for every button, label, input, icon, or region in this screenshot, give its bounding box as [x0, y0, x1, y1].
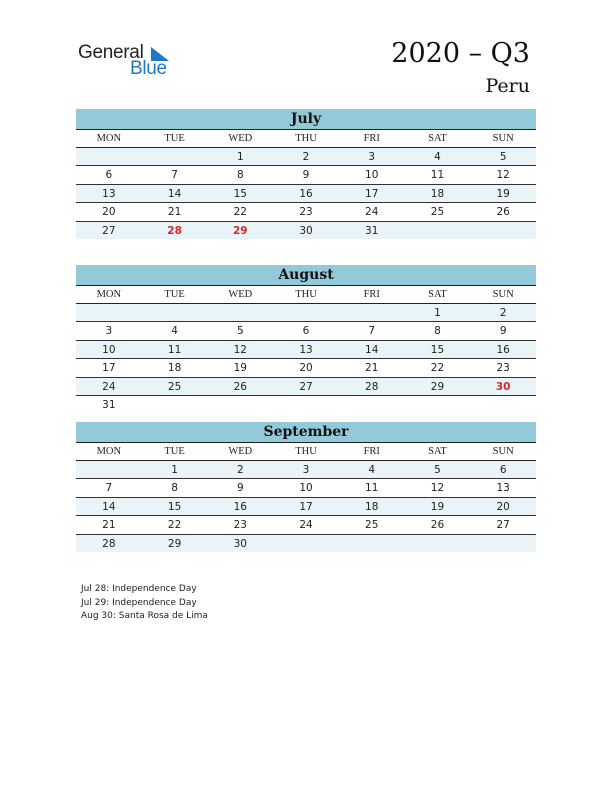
day-cell: 27 — [496, 519, 510, 532]
day-cell — [142, 396, 208, 413]
day-cell: 18 — [365, 500, 379, 513]
week-row — [76, 322, 536, 340]
day-cell — [142, 304, 208, 321]
day-cell: 23 — [299, 206, 313, 219]
week-row — [76, 479, 536, 497]
weekday-header-row — [76, 286, 536, 304]
day-cell: 15 — [233, 187, 247, 200]
day-cell: 8 — [236, 169, 244, 182]
holiday-note: Aug 30: Santa Rosa de Lima — [81, 611, 208, 621]
day-cell: 25 — [430, 206, 445, 219]
day-cell: 2 — [236, 464, 244, 476]
day-cell: 24 — [102, 380, 116, 393]
holiday-day-cell: 30 — [495, 380, 511, 393]
day-cell: 18 — [167, 362, 182, 375]
day-cell: 16 — [496, 343, 510, 356]
weekday-label: FRI — [363, 133, 380, 144]
weekday-label: TUE — [164, 446, 185, 457]
day-cell: 26 — [496, 206, 510, 219]
week-row — [76, 535, 536, 552]
day-cell: 8 — [434, 325, 441, 338]
day-cell: 6 — [105, 169, 113, 182]
week-row — [76, 148, 536, 166]
day-cell: 9 — [236, 482, 244, 495]
day-cell: 6 — [302, 325, 310, 338]
day-cell: 17 — [102, 362, 116, 375]
day-cell — [470, 535, 536, 552]
day-cell: 14 — [365, 343, 379, 356]
weekday-label: FRI — [363, 446, 380, 457]
weekday-label: SUN — [492, 133, 514, 144]
day-cell — [273, 535, 339, 552]
day-cell: 27 — [299, 380, 313, 393]
week-row — [76, 359, 536, 377]
day-cell: 30 — [233, 537, 247, 550]
day-cell: 22 — [167, 519, 182, 532]
day-cell: 18 — [430, 187, 445, 200]
day-cell: 16 — [299, 187, 313, 200]
day-cell: 11 — [365, 482, 379, 495]
day-cell: 24 — [299, 519, 313, 532]
day-cell — [273, 304, 339, 321]
day-cell — [76, 148, 142, 165]
day-cell: 2 — [499, 307, 507, 319]
day-cell: 21 — [102, 519, 116, 532]
day-cell: 11 — [430, 169, 445, 182]
day-cell: 9 — [499, 325, 507, 338]
weekday-label: MON — [96, 289, 122, 300]
weekday-label: WED — [228, 446, 253, 457]
week-row — [76, 461, 536, 479]
day-cell — [142, 148, 208, 165]
day-cell: 4 — [434, 151, 441, 163]
day-cell: 19 — [496, 187, 510, 200]
day-cell: 6 — [499, 464, 507, 476]
week-row — [76, 203, 536, 221]
week-row — [76, 378, 536, 396]
weekday-label: SAT — [428, 289, 447, 300]
holiday-day-cell: 29 — [232, 224, 248, 237]
day-cell: 14 — [102, 500, 116, 513]
week-row — [76, 166, 536, 184]
month-calendar-august — [76, 265, 536, 413]
day-cell: 15 — [430, 343, 445, 356]
day-cell: 1 — [236, 151, 244, 163]
day-cell — [207, 396, 273, 413]
weekday-label: TUE — [164, 289, 185, 300]
day-cell: 10 — [102, 343, 116, 356]
day-cell: 7 — [368, 325, 376, 338]
day-cell: 29 — [430, 380, 445, 393]
day-cell: 30 — [299, 224, 313, 237]
day-cell: 28 — [102, 537, 116, 550]
day-cell: 8 — [171, 482, 178, 495]
day-cell — [405, 396, 471, 413]
day-cell: 14 — [167, 187, 182, 200]
week-row — [76, 341, 536, 359]
day-cell — [470, 396, 536, 413]
day-cell: 7 — [105, 482, 113, 495]
day-cell: 28 — [365, 380, 379, 393]
day-cell: 22 — [430, 362, 445, 375]
day-cell: 1 — [171, 464, 178, 476]
day-cell: 12 — [430, 482, 445, 495]
page-title: 2020 – Q3 — [391, 38, 530, 69]
day-cell: 3 — [105, 325, 113, 338]
day-cell: 19 — [430, 500, 445, 513]
day-cell: 20 — [496, 500, 510, 513]
day-cell: 3 — [368, 151, 376, 163]
day-cell: 29 — [167, 537, 182, 550]
day-cell — [76, 461, 142, 478]
weekday-label: WED — [228, 289, 253, 300]
weekday-label: SAT — [428, 446, 447, 457]
holiday-day-cell: 28 — [167, 224, 182, 237]
weekday-header-row — [76, 130, 536, 148]
day-cell: 27 — [102, 224, 116, 237]
day-cell: 5 — [236, 325, 244, 338]
day-cell: 21 — [365, 362, 379, 375]
day-cell: 11 — [167, 343, 182, 356]
weekday-label: SUN — [492, 446, 514, 457]
day-cell: 23 — [233, 519, 247, 532]
holiday-note: Jul 28: Independence Day — [81, 584, 197, 594]
day-cell: 23 — [496, 362, 510, 375]
day-cell: 5 — [434, 464, 441, 476]
day-cell: 26 — [233, 380, 247, 393]
day-cell: 9 — [302, 169, 310, 182]
week-row — [76, 304, 536, 322]
weekday-label: THU — [295, 133, 317, 144]
day-cell: 21 — [167, 206, 182, 219]
day-cell: 2 — [302, 151, 310, 163]
month-calendar-july — [76, 109, 536, 239]
day-cell: 17 — [365, 187, 379, 200]
weekday-label: MON — [96, 133, 122, 144]
month-name: September — [76, 422, 536, 443]
day-cell — [76, 304, 142, 321]
day-cell — [405, 535, 471, 552]
day-cell: 19 — [233, 362, 247, 375]
day-cell: 12 — [233, 343, 247, 356]
week-row — [76, 222, 536, 239]
day-cell — [339, 535, 405, 552]
day-cell: 17 — [299, 500, 313, 513]
day-cell — [339, 304, 405, 321]
day-cell — [405, 222, 471, 239]
month-name: July — [76, 109, 536, 130]
week-row — [76, 516, 536, 534]
weekday-label: SUN — [492, 289, 514, 300]
day-cell: 25 — [167, 380, 182, 393]
day-cell: 13 — [299, 343, 313, 356]
day-cell: 4 — [171, 325, 178, 338]
day-cell: 25 — [365, 519, 379, 532]
holiday-notes — [81, 583, 208, 624]
day-cell: 10 — [299, 482, 313, 495]
day-cell: 20 — [299, 362, 313, 375]
weekday-label: WED — [228, 133, 253, 144]
day-cell: 13 — [102, 187, 116, 200]
week-row — [76, 396, 536, 413]
day-cell: 26 — [430, 519, 445, 532]
day-cell: 31 — [365, 224, 379, 237]
day-cell: 1 — [434, 307, 441, 319]
day-cell — [207, 304, 273, 321]
week-row — [76, 498, 536, 516]
day-cell: 16 — [233, 500, 247, 513]
day-cell — [339, 396, 405, 413]
weekday-label: THU — [295, 289, 317, 300]
day-cell: 3 — [302, 464, 310, 476]
day-cell: 12 — [496, 169, 510, 182]
weekday-label: MON — [96, 446, 122, 457]
logo-text-blue: Blue — [130, 58, 167, 79]
day-cell — [470, 222, 536, 239]
day-cell: 31 — [102, 398, 116, 411]
week-row — [76, 185, 536, 203]
day-cell: 15 — [167, 500, 182, 513]
day-cell: 4 — [368, 464, 376, 476]
country-name: Peru — [485, 75, 530, 97]
weekday-label: FRI — [363, 289, 380, 300]
day-cell: 24 — [365, 206, 379, 219]
month-name: August — [76, 265, 536, 286]
weekday-label: TUE — [164, 133, 185, 144]
day-cell: 13 — [496, 482, 510, 495]
generalblue-logo — [78, 42, 178, 82]
weekday-header-row — [76, 443, 536, 461]
day-cell: 10 — [365, 169, 379, 182]
day-cell — [273, 396, 339, 413]
logo-text-general: General — [78, 42, 144, 63]
holiday-note: Jul 29: Independence Day — [81, 597, 197, 608]
day-cell: 22 — [233, 206, 247, 219]
day-cell: 5 — [499, 151, 507, 163]
weekday-label: THU — [295, 446, 317, 457]
day-cell: 20 — [102, 206, 116, 219]
month-calendar-september — [76, 422, 536, 552]
weekday-label: SAT — [428, 133, 447, 144]
day-cell: 7 — [171, 169, 178, 182]
